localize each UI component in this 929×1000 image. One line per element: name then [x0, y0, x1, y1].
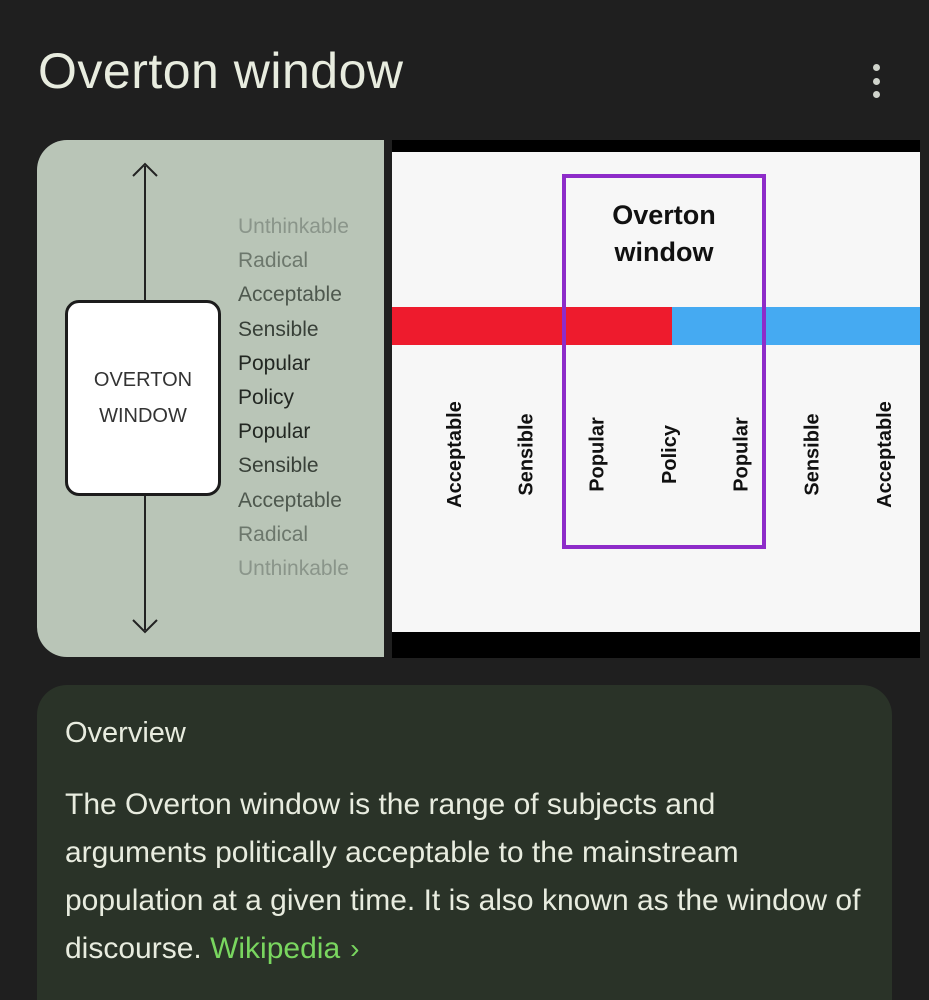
overview-heading: Overview — [65, 717, 186, 749]
overview-card — [37, 685, 892, 1000]
scale-item: Popular — [238, 420, 311, 444]
overton-scale-image[interactable] — [37, 140, 384, 657]
wikipedia-link[interactable] — [210, 932, 359, 965]
window-title-line-1: Overton — [612, 200, 716, 230]
axis-label-text: Acceptable — [443, 400, 466, 508]
axis-label — [793, 384, 833, 524]
scale-item: Radical — [238, 522, 309, 546]
overview-text — [65, 781, 865, 973]
axis-label-text: Sensible — [801, 412, 824, 496]
axis-label — [865, 384, 905, 524]
axis-label-text: Policy — [658, 424, 681, 484]
scale-item: Sensible — [238, 454, 319, 478]
wikipedia-link-label: Wikipedia — [210, 932, 341, 965]
overton-window-box — [65, 300, 221, 496]
scale-item: Unthinkable — [238, 215, 349, 238]
scale-item: Unthinkable — [238, 557, 349, 581]
axis-label-text: Sensible — [515, 412, 538, 496]
scale-item: Acceptable — [238, 283, 342, 307]
scale-list — [238, 210, 349, 586]
axis-label-text: Popular — [586, 416, 609, 492]
axis-label — [650, 384, 690, 524]
box-line-1: OVERTON — [93, 369, 193, 391]
page-title: Overton window — [38, 43, 404, 99]
scale-item: Policy — [238, 386, 295, 410]
scale-item: Sensible — [238, 317, 319, 341]
axis-label — [435, 384, 475, 524]
axis-label — [722, 384, 762, 524]
overton-window-diagram-image[interactable] — [392, 140, 920, 658]
axis-label-text: Acceptable — [873, 400, 896, 508]
scale-item: Popular — [238, 351, 311, 375]
overview-body: The Overton window is the range of subjects and arguments politically acceptable to the mainstream population at a given time. It is also known as the window of discourse. — [65, 788, 861, 965]
window-title-line-2: window — [614, 237, 714, 267]
window-title — [562, 197, 766, 271]
axis-label — [507, 384, 547, 524]
scale-item: Acceptable — [238, 488, 342, 512]
more-options-icon[interactable] — [862, 64, 890, 98]
axis-label — [578, 384, 618, 524]
scale-item: Radical — [238, 249, 309, 273]
chevron-right-icon: › — [350, 933, 360, 964]
axis-label-text: Popular — [730, 416, 753, 492]
box-line-2: WINDOW — [99, 405, 187, 427]
